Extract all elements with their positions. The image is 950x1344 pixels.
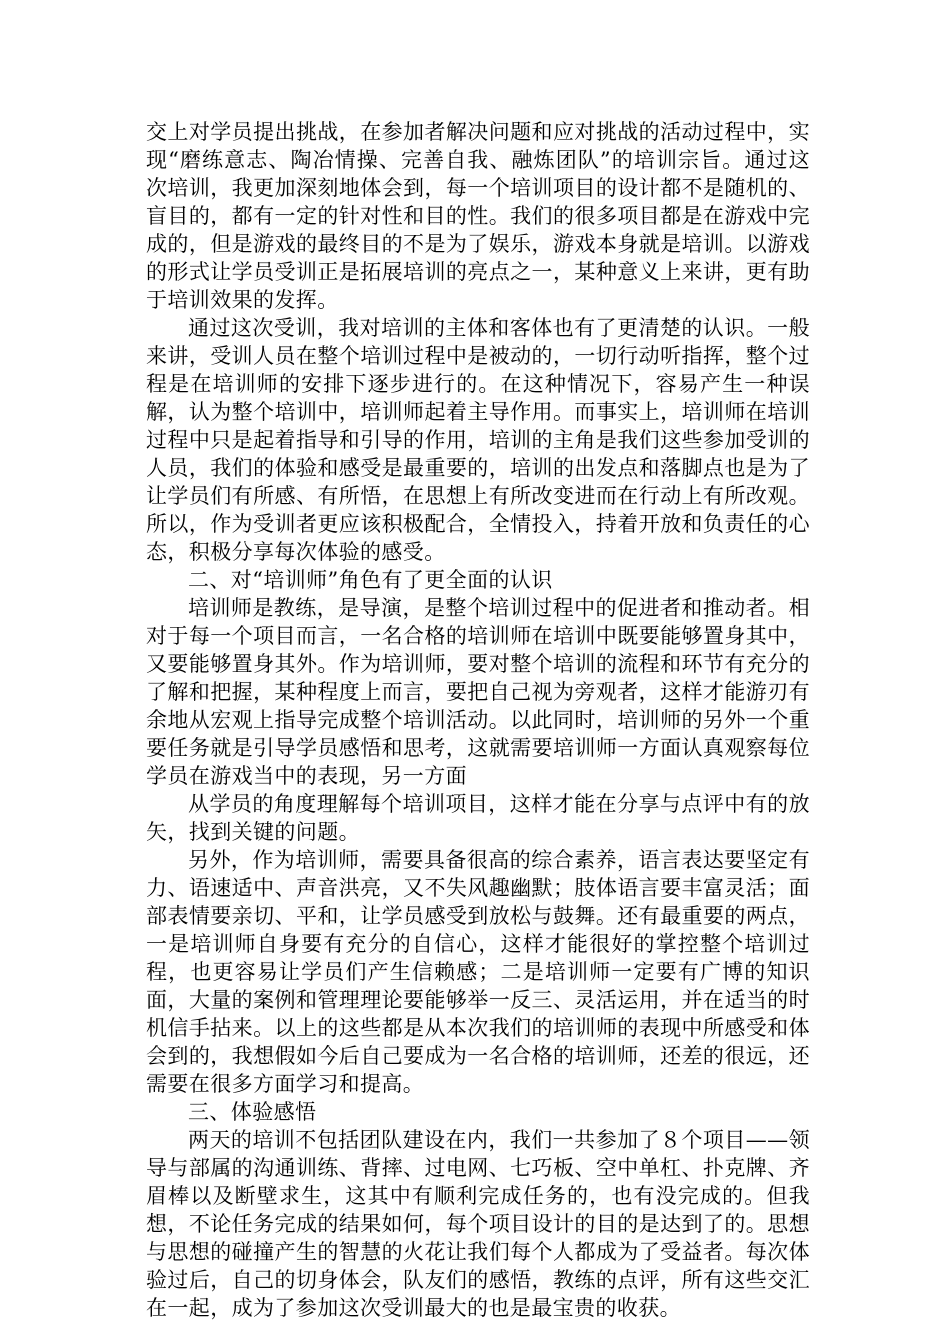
paragraph-3: 培训师是教练，是导演，是整个培训过程中的促进者和推动者。相对于每一个项目而言，一名合格的培训师在培训中既要能够置身其中，又要能够置身其外。作为培训师，要对整个培训的流程和环节有充分的了解和把握，某种程度上而言，要把自己视为旁观者，这样才能游刃有余地从宏观上指导完成整个培训活动。以此同时，培训师的另外一个重要任务就是引导学员感悟和思考，这就需要培训师一方面认真观察每位学员在游戏当中的表现，另一方面 xyxy=(146,596,810,788)
section-heading-2: 二、对“培训师”角色有了更全面的认识 xyxy=(188,568,553,592)
document-page xyxy=(146,118,810,1322)
section-heading-3: 三、体验感悟 xyxy=(188,1100,317,1124)
paragraph-1: 交上对学员提出挑战，在参加者解决问题和应对挑战的活动过程中，实现“磨练意志、陶冶情操、完善自我、融炼团队”的培训宗旨。通过这次培训，我更加深刻地体会到，每一个培训项目的设计都不是随机的、盲目的，都有一定的针对性和目的性。我们的很多项目都是在游戏中完成的，但是游戏的最终目的不是为了娱乐，游戏本身就是培训。以游戏的形式让学员受训正是拓展培训的亮点之一，某种意义上来讲，更有助于培训效果的发挥。 xyxy=(146,120,810,312)
paragraph-6: 两天的培训不包括团队建设在内，我们一共参加了８个项目——领导与部属的沟通训练、背摔、过电网、七巧板、空中单杠、扑克牌、齐眉棒以及断壁求生，这其中有顺利完成任务的，也有没完成的。但我想，不论任务完成的结果如何，每个项目设计的目的是达到了的。思想与思想的碰撞产生的智慧的火花让我们每个人都成为了受益者。每次体验过后，自己的切身体会，队友们的感悟，教练的点评，所有这些交汇在一起，成为了参加这次受训最大的也是最宝贵的收获。 xyxy=(146,1128,810,1320)
paragraph-5: 另外，作为培训师，需要具备很高的综合素养，语言表达要坚定有力、语速适中、声音洪亮，又不失风趣幽默；肢体语言要丰富灵活；面部表情要亲切、平和，让学员感受到放松与鼓舞。还有最重要的两点，一是培训师自身要有充分的自信心，这样才能很好的掌控整个培训过程，也更容易让学员们产生信赖感；二是培训师一定要有广博的知识面，大量的案例和管理理论要能够举一反三、灵活运用，并在适当的时机信手拈来。以上的这些都是从本次我们的培训师的表现中所感受和体会到的，我想假如今后自己要成为一名合格的培训师，还差的很远，还需要在很多方面学习和提高。 xyxy=(146,848,810,1096)
paragraph-4: 从学员的角度理解每个培训项目，这样才能在分享与点评中有的放矢，找到关键的问题。 xyxy=(146,792,810,844)
paragraph-2: 通过这次受训，我对培训的主体和客体也有了更清楚的认识。一般来讲，受训人员在整个培训过程中是被动的，一切行动听指挥，整个过程是在培训师的安排下逐步进行的。在这种情况下，容易产生一种误解，认为整个培训中，培训师起着主导作用。而事实上，培训师在培训过程中只是起着指导和引导的作用，培训的主角是我们这些参加受训的人员，我们的体验和感受是最重要的，培训的出发点和落脚点也是为了让学员们有所感、有所悟，在思想上有所改变进而在行动上有所改观。所以，作为受训者更应该积极配合，全情投入，持着开放和负责任的心态，积极分享每次体验的感受。 xyxy=(146,316,810,564)
